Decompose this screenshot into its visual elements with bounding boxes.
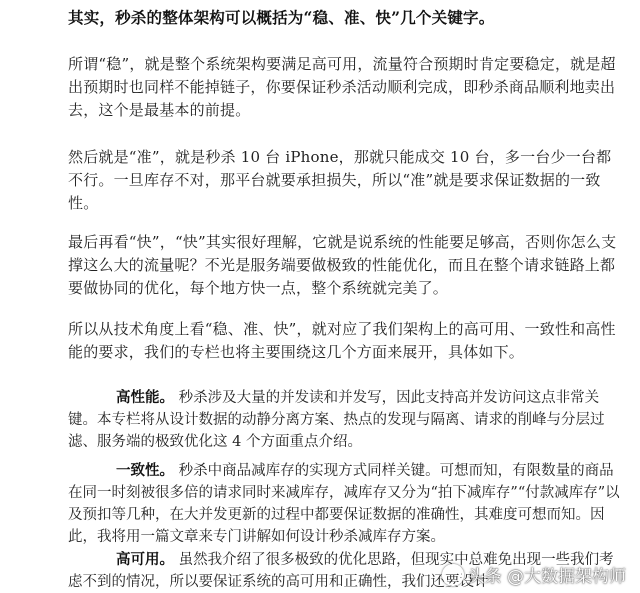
- article-heading: 其实，秒杀的整体架构可以概括为“稳、准、快”几个关键字。: [68, 8, 495, 27]
- section-performance-text: 秒杀涉及大量的并发读和并发写，因此支持高并发访问这点非常关键。本专栏将从设计数据的动静分离方案、热点的发现与隔离、请求的削峰与分层过滤、服务端的极致优化这 4 个方面重点介绍。: [68, 390, 605, 450]
- paragraph-summary: 所以从技术角度上看“稳、准、快”，就对应了我们架构上的高可用、一致性和高性能的要求，我们的专栏也将主要围绕这几个方面来展开，具体如下。: [68, 320, 616, 361]
- toutiao-logo-icon: [442, 564, 464, 586]
- watermark-text: 头条 @大数据架构师: [467, 567, 626, 587]
- paragraph-accuracy: 然后就是“准”，就是秒杀 10 台 iPhone，那就只能成交 10 台，多一台少一台都不行。一旦库存不对，那平台就要承担损失，所以“准”就是要求保证数据的一致性。: [68, 148, 612, 212]
- section-consistency: [68, 460, 628, 548]
- section-availability-text: 虽然我介绍了很多极致的优化思路，但现实中总难免出现一些我们考虑不到的情况，所以要保证系统的高可用和正确性，我们还要设计: [68, 552, 614, 590]
- section-performance: [68, 387, 628, 453]
- section-consistency-title: 一致性。: [116, 462, 174, 479]
- paragraph-stability: 所谓“稳”，就是整个系统架构要满足高可用，流量符合预期时肯定要稳定，就是超出预期时也同样不能掉链子，你要保证秒杀活动顺利完成，即秒杀商品顺利地卖出去，这个是最基本的前提。: [68, 55, 616, 119]
- section-consistency-text: 秒杀中商品减库存的实现方式同样关键。可想而知，有限数量的商品在同一时刻被很多倍的请求同时来减库存，减库存又分为“拍下减库存”“付款减库存”以及预扣等几种，在大并发更新的过程中都要保证数据的准确性，其难度可想而知。因此，我将用一篇文章来专门讲解如何设计秒杀减库存方案。: [68, 463, 620, 545]
- watermark: [442, 562, 626, 587]
- section-performance-title: 高性能。: [116, 389, 174, 406]
- paragraph-speed: 最后再看“快”，“快”其实很好理解，它就是说系统的性能要足够高，否则你怎么支撑这么大的流量呢？不光是服务端要做极致的性能优化，而且在整个请求链路上都要做协同的优化，每个地方快一点，整个系统就完美了。: [68, 233, 617, 297]
- section-availability-title: 高可用。: [116, 551, 174, 568]
